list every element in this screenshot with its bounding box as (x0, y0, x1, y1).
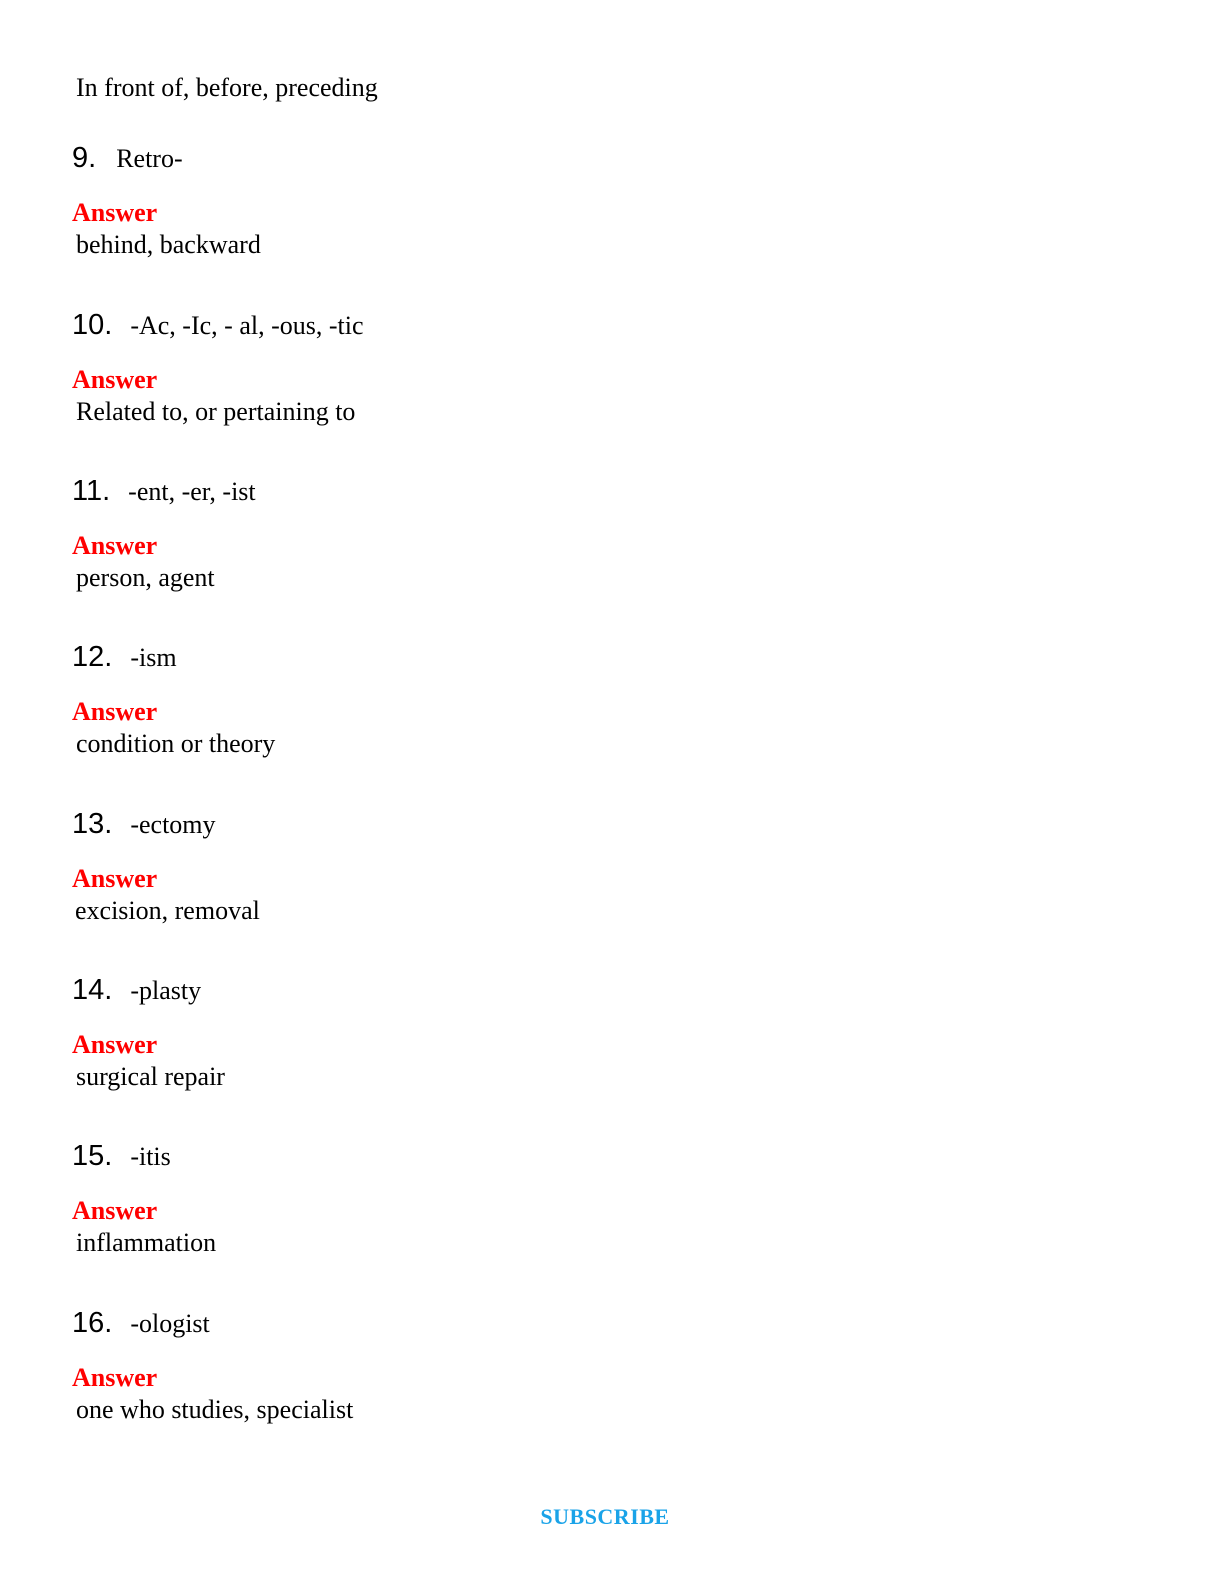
qa-item-13 (72, 806, 1072, 925)
question (72, 639, 1072, 675)
question-number: 15. (72, 1140, 113, 1172)
question-term: -ism (130, 643, 177, 672)
question-number: 11. (72, 475, 111, 507)
answer-label: Answer (72, 531, 158, 560)
question (72, 140, 1072, 176)
question-term: Retro- (116, 144, 183, 173)
question (72, 307, 1072, 343)
question-number: 10. (72, 309, 113, 341)
answer-label: Answer (72, 198, 158, 227)
answer-label: Answer (72, 864, 158, 893)
qa-item-14 (72, 972, 1072, 1091)
qa-item-12 (72, 639, 1072, 758)
qa-item-11 (72, 473, 1072, 592)
question (72, 1138, 1072, 1174)
qa-item-10 (72, 307, 1072, 426)
question (72, 806, 1072, 842)
qa-item-15 (72, 1138, 1072, 1257)
question (72, 1305, 1072, 1341)
question-number: 12. (72, 641, 113, 673)
qa-item-16 (72, 1305, 1072, 1424)
question-number: 13. (72, 808, 113, 840)
question-term: -itis (130, 1142, 171, 1171)
answer-label: Answer (72, 1363, 158, 1392)
answer-text: Related to, or pertaining to (76, 397, 356, 426)
question-number: 14. (72, 974, 113, 1006)
question-term: -ent, -er, -ist (128, 477, 256, 506)
question-number: 9. (72, 142, 97, 174)
question-term: -Ac, -Ic, - al, -ous, -tic (130, 311, 364, 340)
answer-text: one who studies, specialist (76, 1395, 354, 1424)
answer-label: Answer (72, 365, 158, 394)
answer-label: Answer (72, 1030, 158, 1059)
subscribe-link[interactable]: SUBSCRIBE (540, 1504, 670, 1529)
answer-text: surgical repair (76, 1062, 225, 1091)
answer-text: behind, backward (76, 230, 261, 259)
question-term: -ectomy (130, 810, 216, 839)
qa-item-9 (72, 140, 1072, 259)
answer-label: Answer (72, 697, 158, 726)
answer-text-8: In front of, before, preceding (76, 73, 378, 102)
answer-text: excision, removal (75, 896, 260, 925)
question-term: -plasty (130, 976, 202, 1005)
answer-text: condition or theory (76, 729, 276, 758)
question-term: -ologist (130, 1309, 210, 1338)
question (72, 972, 1072, 1008)
question-number: 16. (72, 1307, 113, 1339)
answer-text: person, agent (76, 563, 215, 592)
question (72, 473, 1072, 509)
answer-text: inflammation (76, 1228, 217, 1257)
answer-label: Answer (72, 1196, 158, 1225)
